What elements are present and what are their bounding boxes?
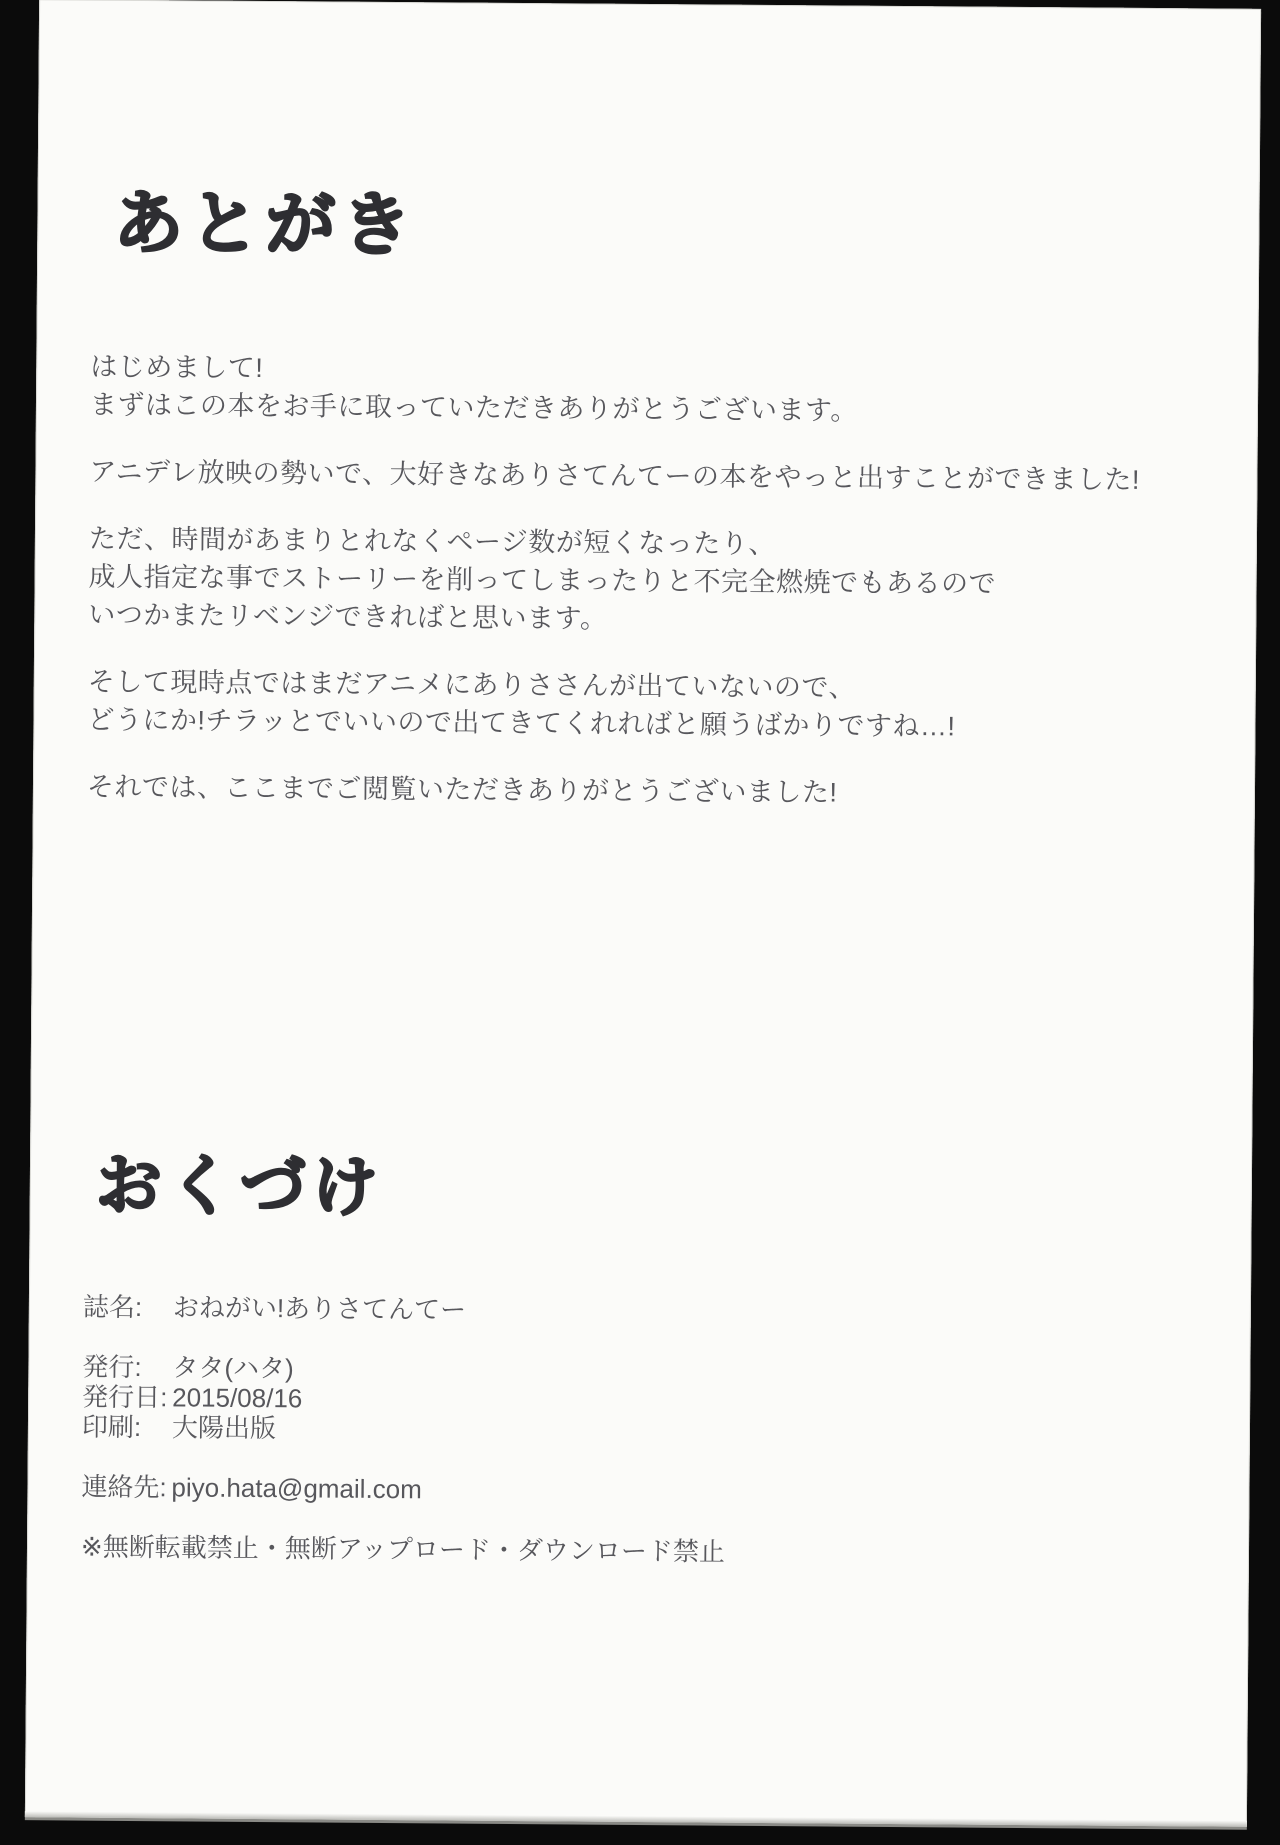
- afterword-line: アニデレ放映の勢いで、大好きなありさてんてーの本をやっと出すことができました!: [89, 456, 1141, 495]
- colophon-field-value: おねがい!ありさてんてー: [172, 1292, 467, 1325]
- afterword-line: はじめまして!: [90, 351, 264, 384]
- afterword-line: ただ、時間があまりとれなくページ数が短くなったり、: [88, 523, 776, 560]
- afterword-paragraph: [89, 453, 1219, 500]
- afterword-line: どうにか!チラッとでいいので出てきてくれればと願うばかりですね…!: [87, 704, 956, 742]
- colophon-block: [81, 1292, 1213, 1571]
- colophon-field-value: タタ(ハタ): [172, 1352, 294, 1384]
- afterword-line: まずはこの本をお手に取っていただきありがとうございます。: [89, 389, 858, 426]
- afterword-paragraph: [87, 768, 1217, 815]
- colophon-field-value: 2015/08/16: [172, 1382, 303, 1414]
- afterword-title: あとがき: [113, 183, 418, 265]
- colophon-field-label: 誌名:: [82, 1291, 143, 1323]
- colophon-contact-email: piyo.hata@gmail.com: [171, 1472, 422, 1505]
- colophon-field-label: 連絡先:: [81, 1471, 167, 1503]
- colophon-field-label: 発行日:: [82, 1381, 168, 1413]
- afterword-line: 成人指定な事でストーリーを削ってしまったりと不完全燃焼でもあるので: [88, 561, 997, 599]
- colophon-field-label: 印刷:: [81, 1411, 142, 1443]
- afterword-paragraph: [87, 663, 1218, 748]
- doujin-afterword-page: [25, 0, 1261, 1827]
- afterword-line: そして現時点ではまだアニメにありささんが出ていないので、: [87, 666, 857, 703]
- afterword-paragraph: [88, 520, 1219, 643]
- afterword-body: [87, 348, 1221, 844]
- afterword-line: それでは、ここまでご閲覧いただきありがとうございました!: [86, 771, 838, 808]
- afterword-line: いつかまたリベンジできればと思います。: [88, 599, 608, 634]
- colophon-field-value: 大陽出版: [171, 1412, 277, 1444]
- colophon-reproduction-notice: ※無断転載禁止・無断アップロード・ダウンロード禁止: [80, 1531, 726, 1567]
- afterword-paragraph: [90, 348, 1221, 433]
- colophon-title: おくづけ: [95, 1147, 385, 1224]
- colophon-field-label: 発行:: [82, 1351, 142, 1383]
